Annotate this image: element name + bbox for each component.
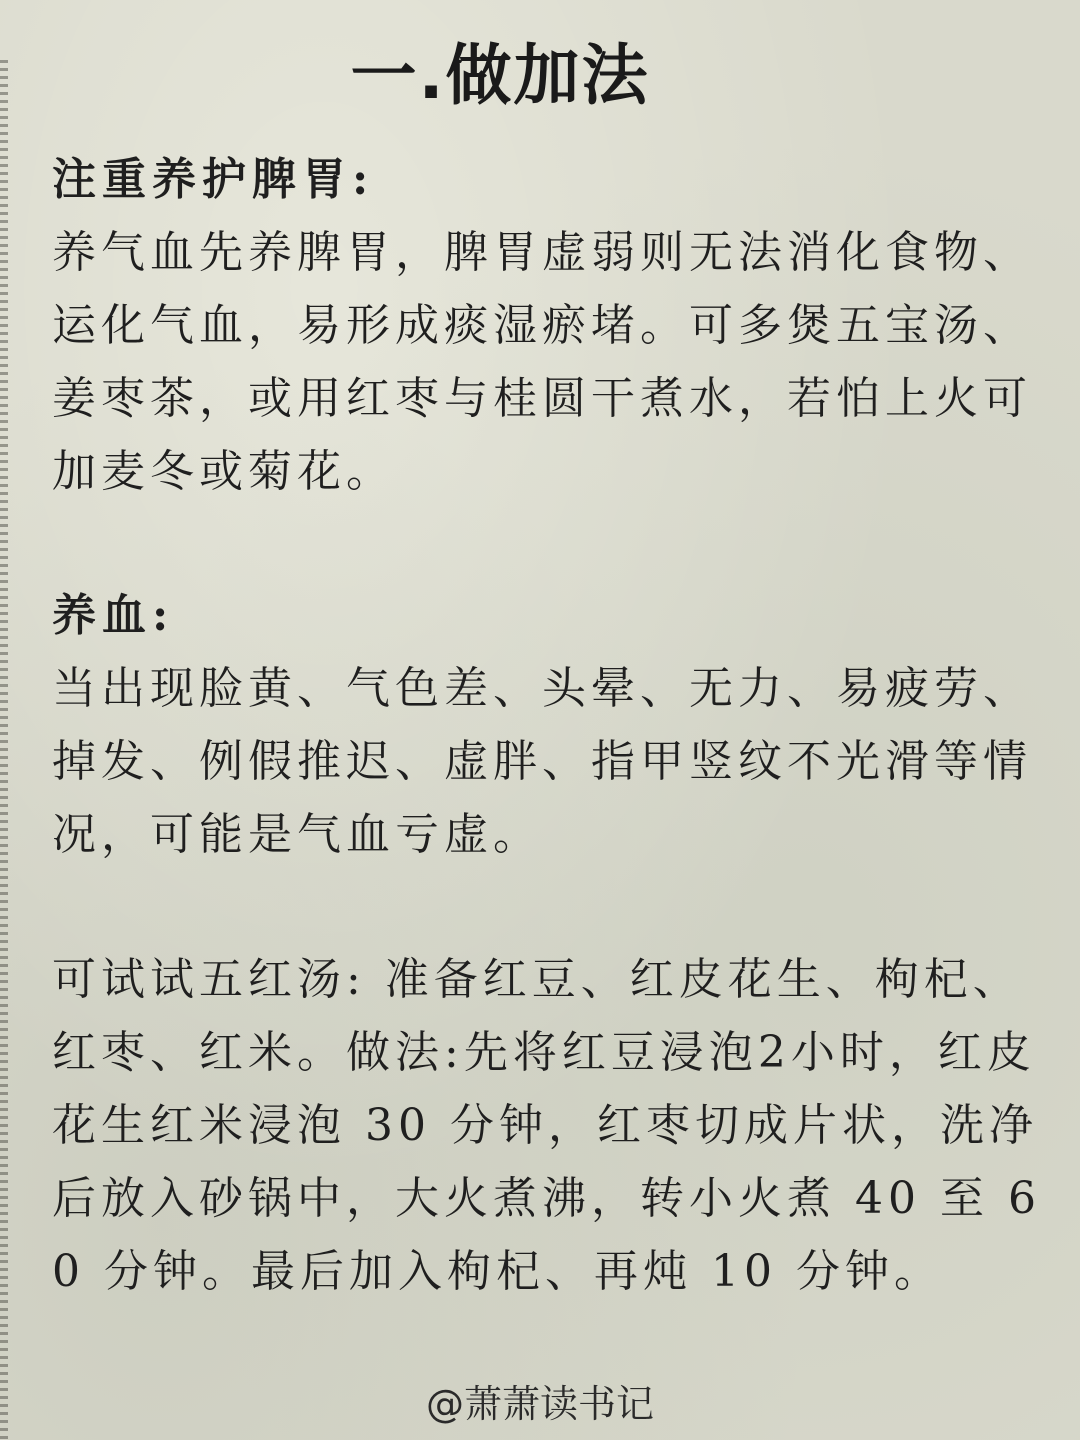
section-text-spleen: 养气血先养脾胃，脾胃虚弱则无法消化食物、运化气血，易形成痰湿瘀堵。可多煲五宝汤、姜枣茶，或用红枣与桂圆干煮水，若怕上火可加麦冬或菊花。 — [52, 227, 1032, 497]
page-edge-perforation — [0, 60, 8, 1440]
section-heading-spleen: 注重养护脾胃: — [52, 154, 375, 205]
page-title: 一.做加法 — [350, 37, 650, 114]
spacer — [52, 871, 1052, 943]
section-heading-blood: 养血: — [52, 590, 175, 641]
section-text-blood: 当出现脸黄、气色差、头晕、无力、易疲劳、掉发、例假推迟、虚胖、指甲竖纹不光滑等情况，可能是气血亏虚。 — [52, 663, 1032, 860]
section-text-recipe: 可试试五红汤: 准备红豆、红皮花生、枸杞、红枣、红米。做法:先将红豆浸泡2小时，红皮花生红米浸泡 30 分钟，红枣切成片状，洗净后放入砂锅中，大火煮沸，转小火煮 40 至 60 分钟。最后加入枸杞、再炖 10 分钟。 — [52, 954, 1041, 1297]
spacer — [52, 508, 1052, 580]
article-body — [52, 144, 1052, 1308]
author-watermark: @萧萧读书记 — [425, 1382, 654, 1426]
